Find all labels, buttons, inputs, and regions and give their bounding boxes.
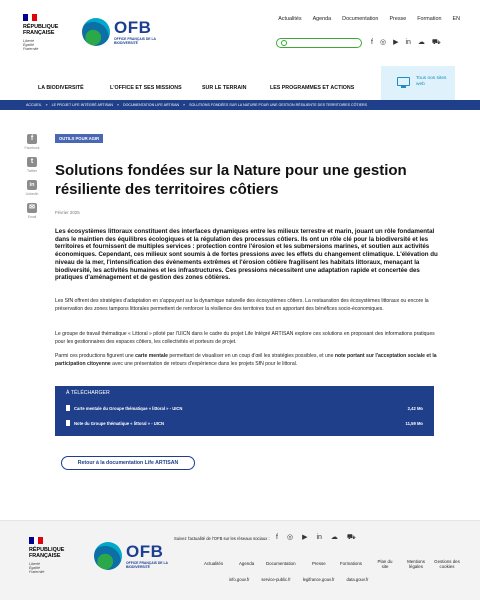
breadcrumb-documentation[interactable]: DOCUMENTATION LIFE ARTISAN (122, 103, 180, 107)
nav-office-missions[interactable]: L'OFFICE ET SES MISSIONS (110, 85, 182, 91)
paragraph-text: permettant de visualiser en un coup d'œil les stratégies possibles, et une (167, 353, 335, 359)
ofb-name: OFB (114, 18, 152, 37)
youtube-icon[interactable]: ▶ (393, 39, 399, 46)
share-label: LinkedIn (25, 192, 39, 196)
breadcrumb-artisan[interactable]: LE PROJET LIFE INTÉGRÉ ARTISAN (51, 103, 113, 107)
cart-icon[interactable]: ⛟ (346, 534, 356, 541)
file-icon (66, 405, 70, 411)
rf-motto-line3: Fraternité (23, 47, 39, 52)
top-link-formation[interactable]: Formation (417, 16, 442, 22)
facebook-icon[interactable]: f (276, 534, 278, 541)
ofb-logo[interactable] (94, 542, 174, 570)
email-icon: ✉ (27, 203, 37, 213)
gov-link-info[interactable]: info.gouv.fr (229, 577, 250, 582)
search-icon[interactable] (281, 40, 287, 46)
article-paragraph: Les SfN offrent des stratégies d'adaptation en s'appuyant sur la dynamique naturelle des écosystèmes côtiers. La restauration des écosystèmes littoraux ou encore la préservation des zones tampons littorales permettent de renforcer la résilience des territoires tout en apportant des bénéfices socio-économiques. (55, 298, 429, 312)
instagram-icon[interactable]: ◎ (286, 534, 294, 541)
ofb-logo[interactable] (82, 18, 162, 46)
page-title: Solutions fondées sur la Nature pour une gestion résiliente des territoires côtiers (55, 162, 407, 198)
ofb-subtitle: OFFICE FRANÇAIS DE LA BIODIVERSITÉ (114, 37, 156, 45)
note-highlight: note portant sur l'acceptation sociale et la participation citoyenne (55, 353, 437, 367)
top-link-agenda[interactable]: Agenda (312, 16, 332, 22)
search-input[interactable] (276, 38, 362, 48)
top-nav (278, 16, 460, 22)
rf-title-line1: RÉPUBLIQUE (29, 547, 65, 553)
language-switch[interactable]: EN (452, 16, 460, 22)
rf-motto-line2: Égalité (23, 43, 34, 48)
download-file-link[interactable] (66, 404, 423, 413)
file-size: 11,59 Mo (405, 421, 423, 426)
share-linkedin[interactable] (24, 180, 40, 203)
footer-links (204, 559, 464, 575)
breadcrumb-home[interactable]: ACCUEIL (26, 103, 42, 107)
header-social-links (371, 38, 441, 48)
republique-francaise-logo[interactable] (29, 537, 75, 575)
file-size: 2,42 Mo (407, 406, 423, 411)
top-link-actualites[interactable]: Actualités (278, 16, 302, 22)
facebook-icon: f (27, 134, 37, 144)
republique-francaise-logo[interactable] (23, 14, 69, 52)
category-tag[interactable]: OUTILS POUR AGIR (55, 134, 103, 143)
footer-social-links (276, 533, 356, 543)
nav-sur-le-terrain[interactable]: SUR LE TERRAIN (202, 85, 247, 91)
downloads-heading: À TÉLÉCHARGER (66, 390, 110, 396)
breadcrumb (0, 100, 480, 110)
footer-link-mentions-legales[interactable]: Mentions légales (407, 559, 425, 569)
back-to-documentation-button[interactable]: Retour à la documentation Life ARTISAN (61, 456, 195, 470)
footer-link-presse[interactable]: Presse (312, 561, 326, 566)
site-footer (0, 520, 480, 600)
footer-link-plan-du-site[interactable]: Plan du site (377, 559, 393, 569)
top-link-documentation[interactable]: Documentation (342, 16, 379, 22)
rf-motto-line3: Fraternité (29, 570, 45, 575)
breadcrumb-separator: » (45, 103, 48, 107)
ofb-subtitle: OFFICE FRANÇAIS DE LA BIODIVERSITÉ (126, 561, 168, 569)
footer-link-agenda[interactable]: Agenda (239, 561, 255, 566)
file-name: Note du Groupe thématique « littoral » - UICN (74, 421, 165, 426)
breadcrumb-current: SOLUTIONS FONDÉES SUR LA NATURE POUR UNE GESTION RÉSILIENTE DES TERRITOIRES CÔTIERS (189, 103, 367, 107)
article-paragraph: Le groupe de travail thématique « Littoral » piloté par l'UICN dans le cadre du projet Life Intégré ARTISAN explore ces solutions en proposant des informations pratiques pour les gestionnaires des espaces côtiers, les collectivités et porteurs de projet. (55, 331, 435, 345)
linkedin-icon: in (27, 180, 37, 190)
all-sites-label: Tous nos sites web (416, 76, 447, 87)
article-lead: Les écosystèmes littoraux constituent des interfaces dynamiques entre les milieux terrestre et marin, jouant un rôle fondamental dans le maintien des équilibres écologiques et la régulation des processus côtiers. Ils ont un rôle clé pour la biodiversité et les territoires et fournissent de multiples services : protection contre l'érosion et les submersions marines, et soutien aux activités économiques. Cependant, ces milieux sont soumis à de fortes pressions avec les effets du changement climatique. L'élévation du niveau de la mer, l'intensification des évènements extrêmes et l'érosion côtière fragilisent les habitats littoraux, menaçant la biodiversité, les activités humaines et les infrastructures. Ces pressions nécessitent une adaptation rapide et concertée des pratiques d'aménagement et de gestion des zones côtières. (55, 228, 438, 282)
all-sites-button[interactable] (381, 66, 455, 100)
share-twitter[interactable] (24, 157, 40, 180)
rf-motto-line1: Liberté (29, 562, 40, 566)
rf-motto-line1: Liberté (23, 39, 34, 43)
footer-link-actualites[interactable]: Actualités (204, 561, 224, 566)
youtube-icon[interactable]: ▶ (302, 534, 308, 541)
carte-mentale-highlight: carte mentale (135, 353, 168, 359)
share-label: Facebook (24, 146, 40, 150)
instagram-icon[interactable]: ◎ (379, 39, 387, 46)
french-flag-icon (29, 537, 43, 544)
share-facebook[interactable] (24, 134, 40, 157)
download-file-link[interactable] (66, 419, 423, 428)
rf-title-line2: FRANÇAISE (23, 30, 55, 36)
ofb-emblem-icon (94, 542, 122, 570)
twitter-icon: t (27, 157, 37, 167)
nav-programmes-actions[interactable]: LES PROGRAMMES ET ACTIONS (270, 85, 355, 91)
cart-icon[interactable]: ⛟ (431, 39, 441, 46)
french-flag-icon (23, 14, 37, 21)
nav-la-biodiversite[interactable]: LA BIODIVERSITÉ (38, 85, 84, 91)
site-header (0, 0, 480, 100)
share-bar (24, 134, 40, 226)
share-email[interactable] (24, 203, 40, 226)
paragraph-text: avec une présentation de retours d'expérience dans les projets SfN pour le littoral. (110, 360, 298, 367)
share-label: Twitter (27, 169, 37, 173)
footer-link-cookies[interactable]: Gestions des cookies (434, 559, 460, 569)
breadcrumb-separator: » (183, 103, 186, 107)
ofb-name: OFB (126, 542, 164, 561)
publication-date: Février 2025 (55, 210, 80, 215)
top-link-presse[interactable]: Presse (389, 16, 407, 22)
rf-motto-line2: Égalité (29, 566, 40, 571)
breadcrumb-separator: » (116, 103, 119, 107)
monitor-icon (397, 77, 410, 86)
file-name: Carte mentale du Groupe thématique « littoral » - UICN (74, 406, 183, 411)
rf-title-line2: FRANÇAISE (29, 553, 61, 559)
soundcloud-icon[interactable]: ☁ (330, 534, 338, 541)
ofb-emblem-icon (82, 18, 110, 46)
rf-title-line1: RÉPUBLIQUE (23, 24, 59, 30)
gov-links (229, 577, 368, 582)
file-icon (66, 420, 70, 426)
gov-link-service-public[interactable]: service-public.fr (261, 577, 291, 582)
paragraph-text: Parmi ces productions figurent une (55, 353, 136, 359)
footer-link-documentation[interactable]: Documentation (266, 561, 296, 566)
follow-text: Suivez l'actualité de l'OFB sur les réseaux sociaux : (174, 536, 270, 541)
linkedin-icon[interactable]: in (316, 534, 322, 541)
facebook-icon[interactable]: f (371, 39, 373, 46)
gov-link-legifrance[interactable]: legifrance.gouv.fr (302, 577, 335, 582)
article-paragraph (55, 353, 445, 368)
share-label: Email (27, 215, 37, 219)
downloads-box (55, 386, 434, 436)
linkedin-icon[interactable]: in (405, 39, 411, 46)
gov-link-data[interactable]: data.gouv.fr (346, 577, 369, 582)
soundcloud-icon[interactable]: ☁ (417, 39, 425, 46)
footer-link-formations[interactable]: Formations (340, 561, 362, 566)
